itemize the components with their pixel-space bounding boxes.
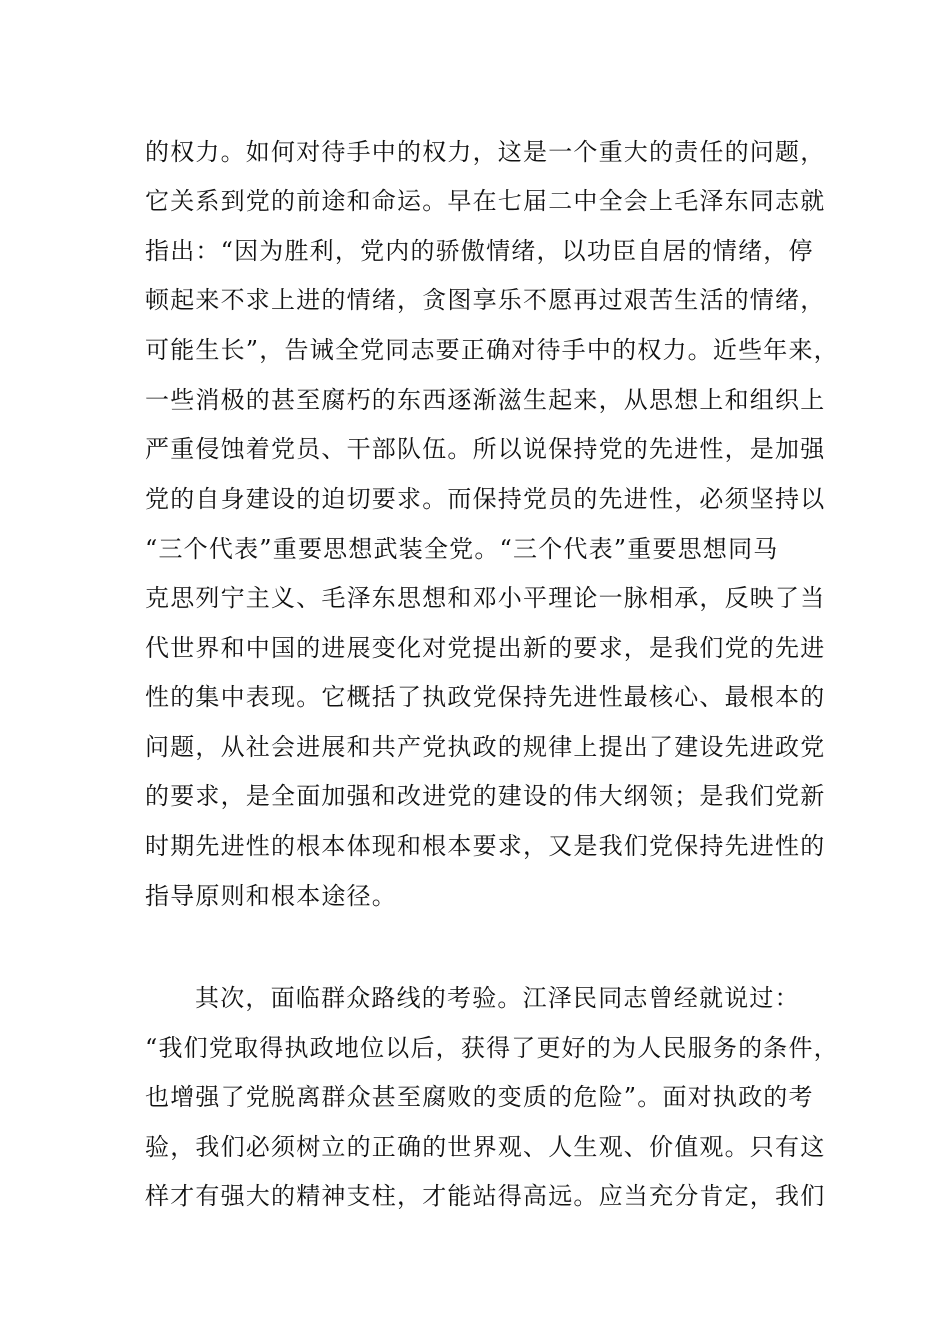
paragraph-2-line-3: 也增强了党脱离群众甚至腐败的变质的危险”。面对执政的考 xyxy=(145,1083,814,1111)
paragraph-2-line-4: 验，我们必须树立的正确的世界观、人生观、价值观。只有这 xyxy=(145,1133,826,1161)
paragraph-1-line-11: 代世界和中国的进展变化对党提出新的要求，是我们党的先进 xyxy=(145,634,826,662)
paragraph-1-line-3: 指出：“因为胜利，党内的骄傲情绪，以功臣自居的情绪，停 xyxy=(145,237,814,265)
paragraph-1-line-8: 党的自身建设的迫切要求。而保持党员的先进性，必须坚持以 xyxy=(145,485,826,513)
paragraph-1-line-4: 顿起来不求上进的情绪，贪图享乐不愿再过艰苦生活的情绪， xyxy=(145,286,826,314)
paragraph-1-line-15: 时期先进性的根本体现和根本要求，又是我们党保持先进性的 xyxy=(145,832,826,860)
paragraph-1-line-2: 它关系到党的前途和命运。早在七届二中全会上毛泽东同志就 xyxy=(145,187,826,215)
paragraph-1-line-13: 问题，从社会进展和共产党执政的规律上提出了建设先进政党 xyxy=(145,733,826,761)
paragraph-1-line-16: 指导原则和根本途径。 xyxy=(145,882,397,910)
paragraph-2-line-1: 其次，面临群众路线的考验。江泽民同志曾经就说过： xyxy=(195,984,800,1012)
paragraph-2-line-5: 样才有强大的精神支柱，才能站得高远。应当充分肯定，我们 xyxy=(145,1182,826,1210)
paragraph-1-line-14: 的要求，是全面加强和改进党的建设的伟大纲领；是我们党新 xyxy=(145,782,826,810)
paragraph-1-line-5: 可能生长”，告诫全党同志要正确对待手中的权力。近些年来， xyxy=(145,336,839,364)
paragraph-1-line-7: 严重侵蚀着党员、干部队伍。所以说保持党的先进性，是加强 xyxy=(145,435,826,463)
paragraph-2-line-2: “我们党取得执政地位以后，获得了更好的为人民服务的条件， xyxy=(145,1034,839,1062)
paragraph-1-line-9: “三个代表”重要思想武装全党。“三个代表”重要思想同马 xyxy=(145,535,779,563)
paragraph-1-line-1: 的权力。如何对待手中的权力，这是一个重大的责任的问题， xyxy=(145,138,826,166)
paragraph-1-line-12: 性的集中表现。它概括了执政党保持先进性最核心、最根本的 xyxy=(145,683,826,711)
paragraph-1-line-6: 一些消极的甚至腐朽的东西逐渐滋生起来，从思想上和组织上 xyxy=(145,386,826,414)
paragraph-1-line-10: 克思列宁主义、毛泽东思想和邓小平理论一脉相承，反映了当 xyxy=(145,584,826,612)
